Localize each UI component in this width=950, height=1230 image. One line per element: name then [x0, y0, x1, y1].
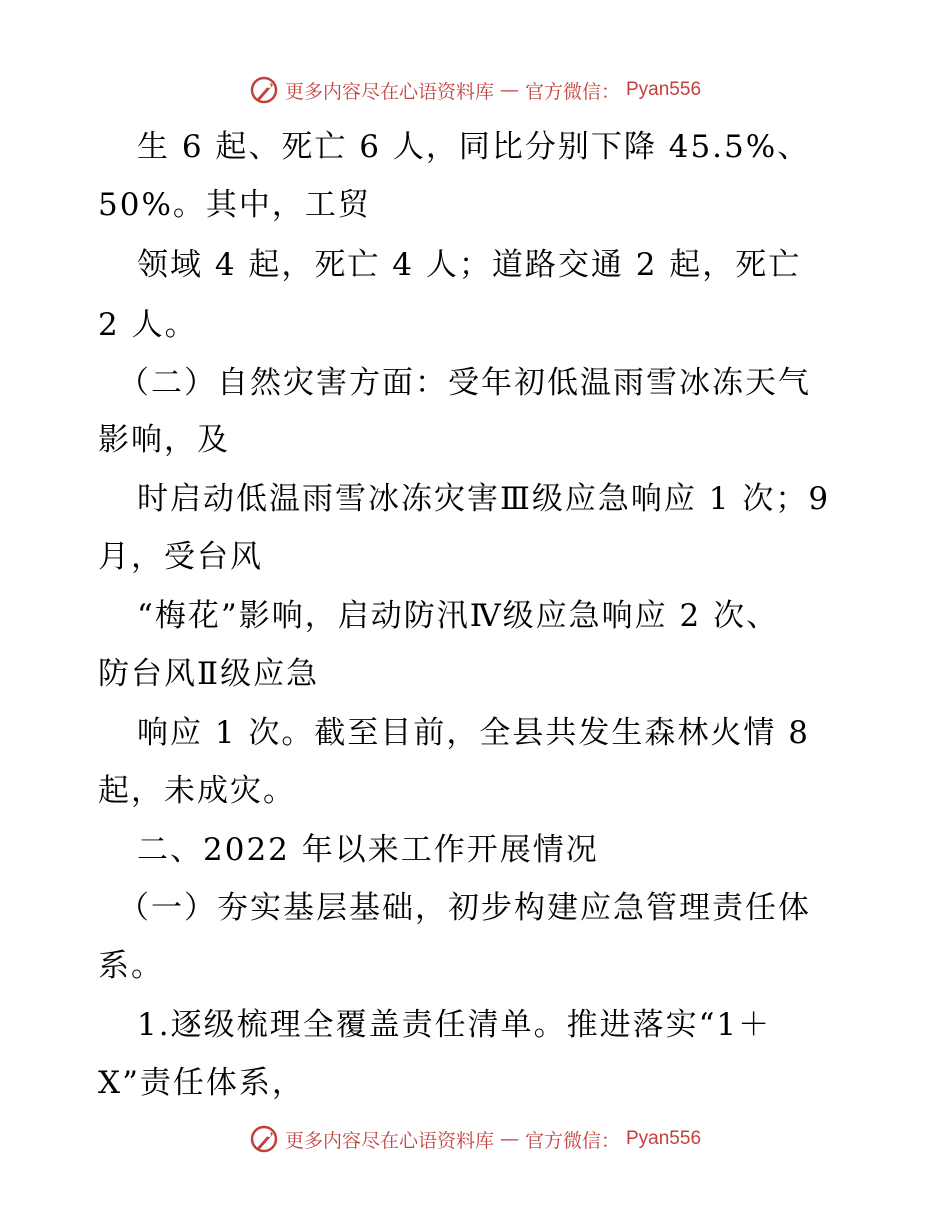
text-line: 50%。其中，工贸	[98, 187, 371, 223]
header-watermark	[0, 70, 950, 110]
text-line: 领域 4 起，死亡 4 人；道路交通 2 起，死亡	[137, 247, 802, 283]
text-line: “梅花”影响，启动防汛Ⅳ级应急响应 2 次、	[137, 598, 780, 634]
text-line: （一）夯实基层基础，初步构建应急管理责任体	[118, 890, 811, 926]
text-line: 生 6 起、死亡 6 人，同比分别下降 45.5%、	[137, 129, 811, 165]
footer-watermark	[0, 1119, 950, 1159]
quill-logo-icon	[249, 75, 279, 105]
text-line: 二、2022 年以来工作开展情况	[137, 832, 599, 868]
text-line: 防台风Ⅱ级应急	[98, 656, 320, 692]
text-line: X”责任体系，	[98, 1065, 305, 1101]
text-line: （二）自然灾害方面：受年初低温雨雪冰冻天气	[118, 365, 811, 401]
watermark-contact-id: Pyan556	[626, 1128, 702, 1149]
text-line: 时启动低温雨雪冰冻灾害Ⅲ级应急响应 1 次；9	[137, 481, 831, 517]
text-line: 1.逐级梳理全覆盖责任清单。推进落实“1＋	[137, 1007, 772, 1043]
text-line: 起，未成灾。	[98, 773, 296, 809]
watermark-separator: —	[499, 1128, 519, 1150]
watermark-brand: 更多内容尽在心语资料库	[284, 80, 494, 103]
text-line: 月，受台风	[98, 539, 263, 575]
watermark-separator: —	[499, 79, 519, 101]
watermark-brand: 更多内容尽在心语资料库	[284, 1129, 494, 1152]
watermark-contact-label: 官方微信：	[524, 80, 620, 103]
text-line: 系。	[98, 948, 164, 984]
watermark-contact-label: 官方微信：	[524, 1129, 620, 1152]
text-line: 响应 1 次。截至目前，全县共发生森林火情 8	[137, 715, 811, 751]
watermark-contact-id: Pyan556	[626, 79, 702, 100]
text-line: 2 人。	[98, 307, 198, 343]
text-line: 影响，及	[98, 422, 230, 458]
quill-logo-icon	[249, 1124, 279, 1154]
